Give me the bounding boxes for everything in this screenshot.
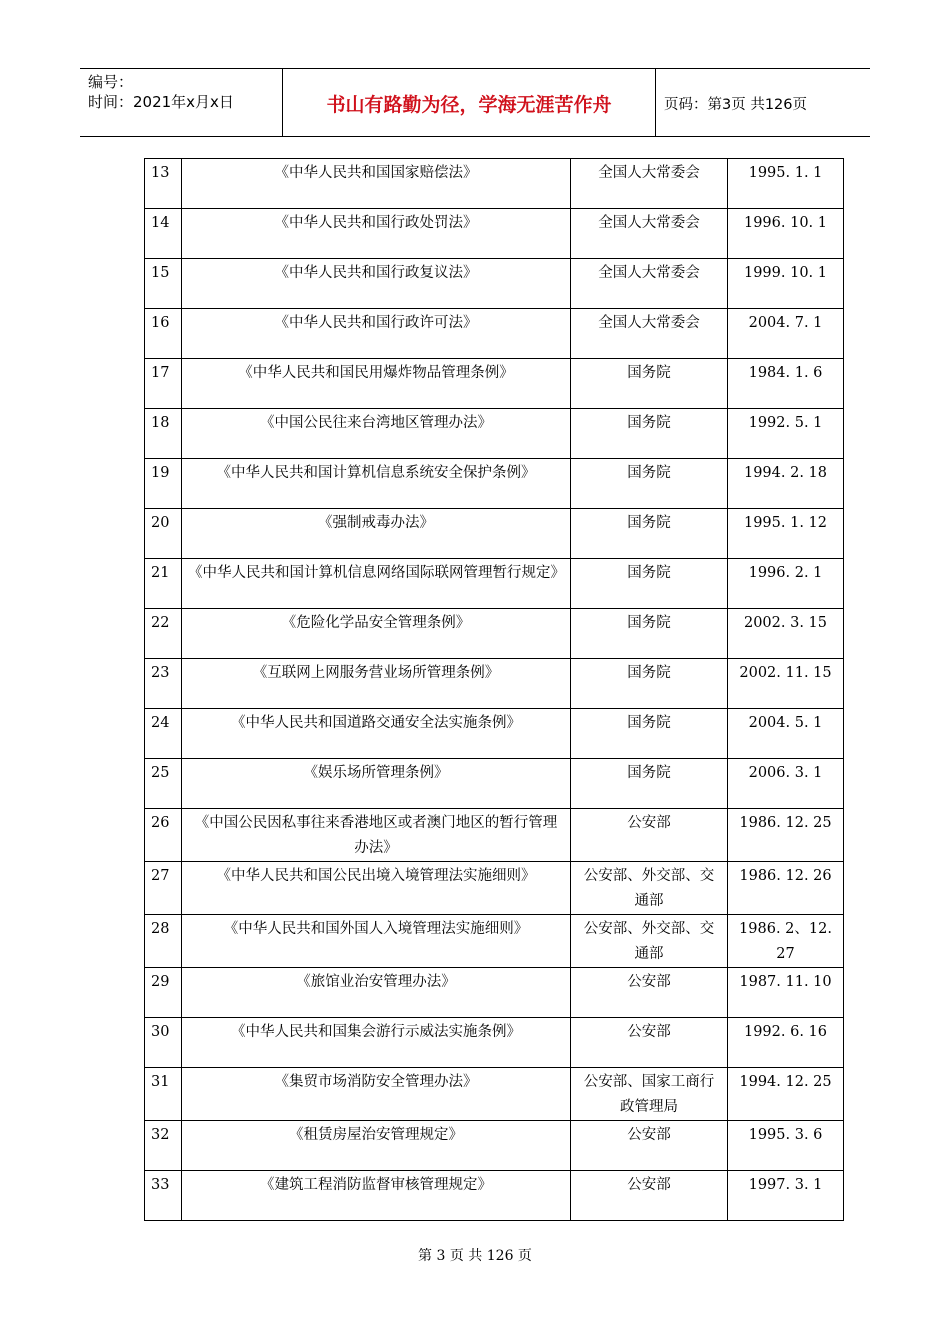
effective-date: 1986. 2、12. 27 xyxy=(728,915,844,968)
table-row xyxy=(145,759,844,809)
effective-date: 1994. 12. 25 xyxy=(728,1068,844,1121)
header-motto: 书山有路勤为径，学海无涯苦作舟 xyxy=(326,94,612,116)
issuing-authority: 全国人大常委会 xyxy=(571,159,728,209)
table-row xyxy=(145,209,844,259)
issuing-authority: 公安部 xyxy=(571,809,728,862)
issuing-authority: 公安部 xyxy=(571,968,728,1018)
row-number: 20 xyxy=(145,509,182,559)
effective-date: 1986. 12. 25 xyxy=(728,809,844,862)
effective-date: 2004. 5. 1 xyxy=(728,709,844,759)
row-number: 17 xyxy=(145,359,182,409)
row-number: 22 xyxy=(145,609,182,659)
regulation-title: 《租赁房屋治安管理规定》 xyxy=(182,1121,571,1171)
table-row xyxy=(145,1068,844,1121)
table-row xyxy=(145,559,844,609)
issuing-authority: 国务院 xyxy=(571,659,728,709)
effective-date: 2002. 11. 15 xyxy=(728,659,844,709)
header-info xyxy=(88,72,234,112)
issuing-authority: 公安部 xyxy=(571,1171,728,1221)
issuing-authority: 国务院 xyxy=(571,709,728,759)
table-row xyxy=(145,259,844,309)
regulation-title: 《中国公民往来台湾地区管理办法》 xyxy=(182,409,571,459)
regulation-title: 《强制戒毒办法》 xyxy=(182,509,571,559)
issuing-authority: 国务院 xyxy=(571,359,728,409)
issuing-authority: 公安部 xyxy=(571,1018,728,1068)
number-label: 编号： xyxy=(88,73,134,91)
table-row xyxy=(145,409,844,459)
regulation-title: 《中华人民共和国行政处罚法》 xyxy=(182,209,571,259)
row-number: 19 xyxy=(145,459,182,509)
row-number: 21 xyxy=(145,559,182,609)
table-row xyxy=(145,809,844,862)
issuing-authority: 国务院 xyxy=(571,459,728,509)
regulation-title: 《中华人民共和国行政复议法》 xyxy=(182,259,571,309)
regulation-title: 《中华人民共和国道路交通安全法实施条例》 xyxy=(182,709,571,759)
regulation-title: 《中国公民因私事往来香港地区或者澳门地区的暂行管理办法》 xyxy=(182,809,571,862)
issuing-authority: 国务院 xyxy=(571,559,728,609)
table-row xyxy=(145,509,844,559)
table-row xyxy=(145,459,844,509)
table-row xyxy=(145,915,844,968)
effective-date: 1996. 10. 1 xyxy=(728,209,844,259)
issuing-authority: 公安部、国家工商行政管理局 xyxy=(571,1068,728,1121)
header-bottom-rule xyxy=(80,136,870,137)
effective-date: 2006. 3. 1 xyxy=(728,759,844,809)
row-number: 25 xyxy=(145,759,182,809)
row-number: 23 xyxy=(145,659,182,709)
effective-date: 1992. 5. 1 xyxy=(728,409,844,459)
regulation-title: 《中华人民共和国行政许可法》 xyxy=(182,309,571,359)
table-row xyxy=(145,1121,844,1171)
regulation-title: 《危险化学品安全管理条例》 xyxy=(182,609,571,659)
effective-date: 1984. 1. 6 xyxy=(728,359,844,409)
regulation-title: 《集贸市场消防安全管理办法》 xyxy=(182,1068,571,1121)
issuing-authority: 全国人大常委会 xyxy=(571,309,728,359)
effective-date: 1992. 6. 16 xyxy=(728,1018,844,1068)
table-row xyxy=(145,709,844,759)
effective-date: 1997. 3. 1 xyxy=(728,1171,844,1221)
regulations-table xyxy=(144,158,844,1221)
row-number: 30 xyxy=(145,1018,182,1068)
regulation-title: 《中华人民共和国集会游行示威法实施条例》 xyxy=(182,1018,571,1068)
header-divider-right xyxy=(655,68,656,136)
effective-date: 1995. 1. 12 xyxy=(728,509,844,559)
row-number: 28 xyxy=(145,915,182,968)
regulation-title: 《娱乐场所管理条例》 xyxy=(182,759,571,809)
effective-date: 2004. 7. 1 xyxy=(728,309,844,359)
effective-date: 1999. 10. 1 xyxy=(728,259,844,309)
issuing-authority: 国务院 xyxy=(571,759,728,809)
table-row xyxy=(145,862,844,915)
issuing-authority: 全国人大常委会 xyxy=(571,209,728,259)
effective-date: 1996. 2. 1 xyxy=(728,559,844,609)
effective-date: 1994. 2. 18 xyxy=(728,459,844,509)
row-number: 31 xyxy=(145,1068,182,1121)
row-number: 33 xyxy=(145,1171,182,1221)
time-label: 时间：2021年x月x日 xyxy=(88,93,234,111)
regulation-title: 《中华人民共和国公民出境入境管理法实施细则》 xyxy=(182,862,571,915)
regulation-title: 《互联网上网服务营业场所管理条例》 xyxy=(182,659,571,709)
row-number: 32 xyxy=(145,1121,182,1171)
regulation-title: 《中华人民共和国计算机信息系统安全保护条例》 xyxy=(182,459,571,509)
regulation-title: 《建筑工程消防监督审核管理规定》 xyxy=(182,1171,571,1221)
table-row xyxy=(145,968,844,1018)
table-row xyxy=(145,659,844,709)
table-row xyxy=(145,1171,844,1221)
issuing-authority: 公安部 xyxy=(571,1121,728,1171)
row-number: 18 xyxy=(145,409,182,459)
table-row xyxy=(145,159,844,209)
page-footer: 第 3 页 共 126 页 xyxy=(418,1248,532,1264)
effective-date: 1995. 3. 6 xyxy=(728,1121,844,1171)
effective-date: 1986. 12. 26 xyxy=(728,862,844,915)
issuing-authority: 国务院 xyxy=(571,609,728,659)
issuing-authority: 公安部、外交部、交通部 xyxy=(571,915,728,968)
header-page-info: 页码：第3页 共126页 xyxy=(664,97,808,113)
regulation-title: 《中华人民共和国计算机信息网络国际联网管理暂行规定》 xyxy=(182,559,571,609)
effective-date: 1987. 11. 10 xyxy=(728,968,844,1018)
issuing-authority: 国务院 xyxy=(571,509,728,559)
issuing-authority: 国务院 xyxy=(571,409,728,459)
table-row xyxy=(145,359,844,409)
table-row xyxy=(145,609,844,659)
row-number: 27 xyxy=(145,862,182,915)
row-number: 16 xyxy=(145,309,182,359)
table-row xyxy=(145,1018,844,1068)
header-top-rule xyxy=(80,68,870,69)
row-number: 26 xyxy=(145,809,182,862)
regulation-title: 《中华人民共和国国家赔偿法》 xyxy=(182,159,571,209)
row-number: 15 xyxy=(145,259,182,309)
effective-date: 1995. 1. 1 xyxy=(728,159,844,209)
row-number: 24 xyxy=(145,709,182,759)
row-number: 13 xyxy=(145,159,182,209)
regulation-title: 《旅馆业治安管理办法》 xyxy=(182,968,571,1018)
row-number: 29 xyxy=(145,968,182,1018)
issuing-authority: 公安部、外交部、交通部 xyxy=(571,862,728,915)
table-row xyxy=(145,309,844,359)
issuing-authority: 全国人大常委会 xyxy=(571,259,728,309)
effective-date: 2002. 3. 15 xyxy=(728,609,844,659)
regulation-title: 《中华人民共和国外国人入境管理法实施细则》 xyxy=(182,915,571,968)
row-number: 14 xyxy=(145,209,182,259)
regulations-table-body xyxy=(145,159,844,1221)
regulation-title: 《中华人民共和国民用爆炸物品管理条例》 xyxy=(182,359,571,409)
